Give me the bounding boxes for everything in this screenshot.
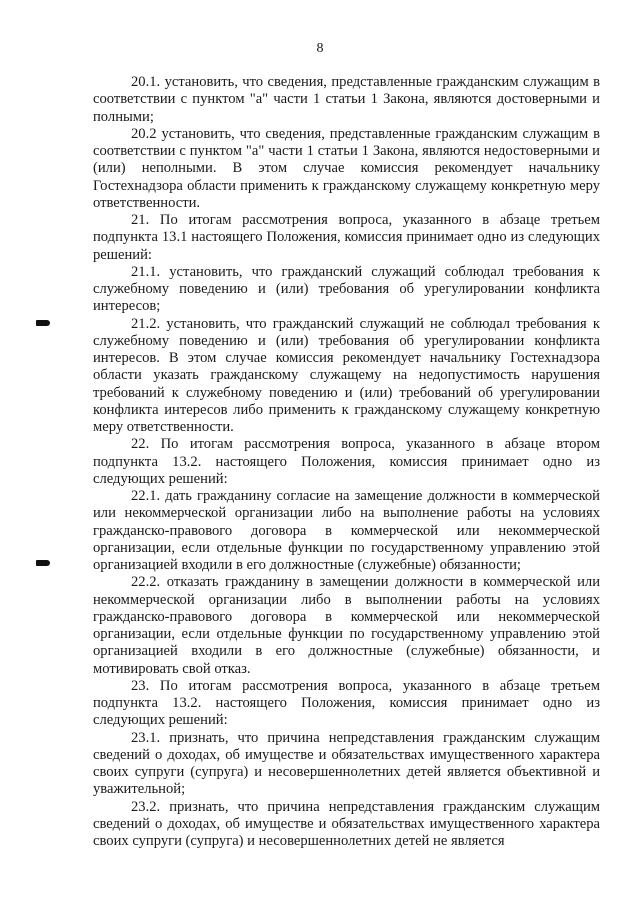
paragraph-21-1: 21.1. установить, что гражданский служащий соблюдал требования к служебному поведению и (или) требования об урегулировании конфликта интересов;	[93, 263, 600, 315]
scan-artifact-mark	[36, 320, 50, 326]
paragraph-22: 22. По итогам рассмотрения вопроса, указанного в абзаце втором подпункта 13.2. настоящего Положения, комиссия принимает одно из следующих решений:	[93, 436, 600, 487]
scan-artifact-mark	[36, 560, 50, 566]
paragraph-21: 21. По итогам рассмотрения вопроса, указанного в абзаце третьем подпункта 13.1 настоящего Положения, комиссия принимает одно из следующих решений:	[93, 212, 600, 263]
paragraph-23: 23. По итогам рассмотрения вопроса, указанного в абзаце третьем подпункта 13.2. настоящего Положения, комиссия принимает одно из следующих решений:	[93, 677, 600, 729]
paragraph-21-2: 21.2. установить, что гражданский служащий не соблюдал требования к служебному поведению и (или) требования об урегулировании конфликта интересов. В этом случае комиссия рекомендует начальнику Гостехнадзора области указать гражданскому служащему на недопустимость нарушения требований к служебному поведению и (или) требований об урегулировании конфликта интересов либо применить к гражданскому служащему конкретную меру ответственности.	[93, 315, 600, 435]
paragraph-22-2: 22.2. отказать гражданину в замещении должности в коммерческой или некоммерческой организации либо в выполнении работы на условиях гражданско-правового договора в коммерческой или некоммерческой организации, если отдельные функции по государственному управлению этой организацией входили в его должностные (служебные) обязанности, и мотивировать свой отказ.	[93, 574, 600, 677]
paragraph-20-1: 20.1. установить, что сведения, представленные гражданским служащим в соответствии с пунктом "а" части 1 статьи 1 Закона, являются достоверными и полными;	[93, 74, 600, 125]
paragraph-23-1: 23.1. признать, что причина непредставления гражданским служащим сведений о доходах, об имуществе и обязательствах имущественного характера своих супруги (супруга) и несовершеннолетних детей является объективной и уважительной;	[93, 729, 600, 798]
paragraph-22-1: 22.1. дать гражданину согласие на замещение должности в коммерческой или некоммерческой организации либо на выполнение работы на условиях гражданско-правового договора в коммерческой или некоммерческой организации, если отдельные функции по государственному управлению этой организацией входили в его должностные (служебные) обязанности;	[93, 488, 600, 573]
document-body	[93, 74, 600, 850]
page-number: 8	[316, 41, 324, 56]
paragraph-23-2: 23.2. признать, что причина непредставления гражданским служащим сведений о доходах, об имуществе и обязательствах имущественного характера своих супруги (супруга) и несовершеннолетних детей не является	[93, 798, 600, 849]
paragraph-20-2: 20.2 установить, что сведения, представленные гражданским служащим в соответствии с пунктом "а" части 1 статьи 1 Закона, являются недостоверными и (или) неполными. В этом случае комиссия рекомендует начальнику Гостехнадзора области применить к гражданскому служащему конкретную меру ответственности.	[93, 125, 600, 211]
